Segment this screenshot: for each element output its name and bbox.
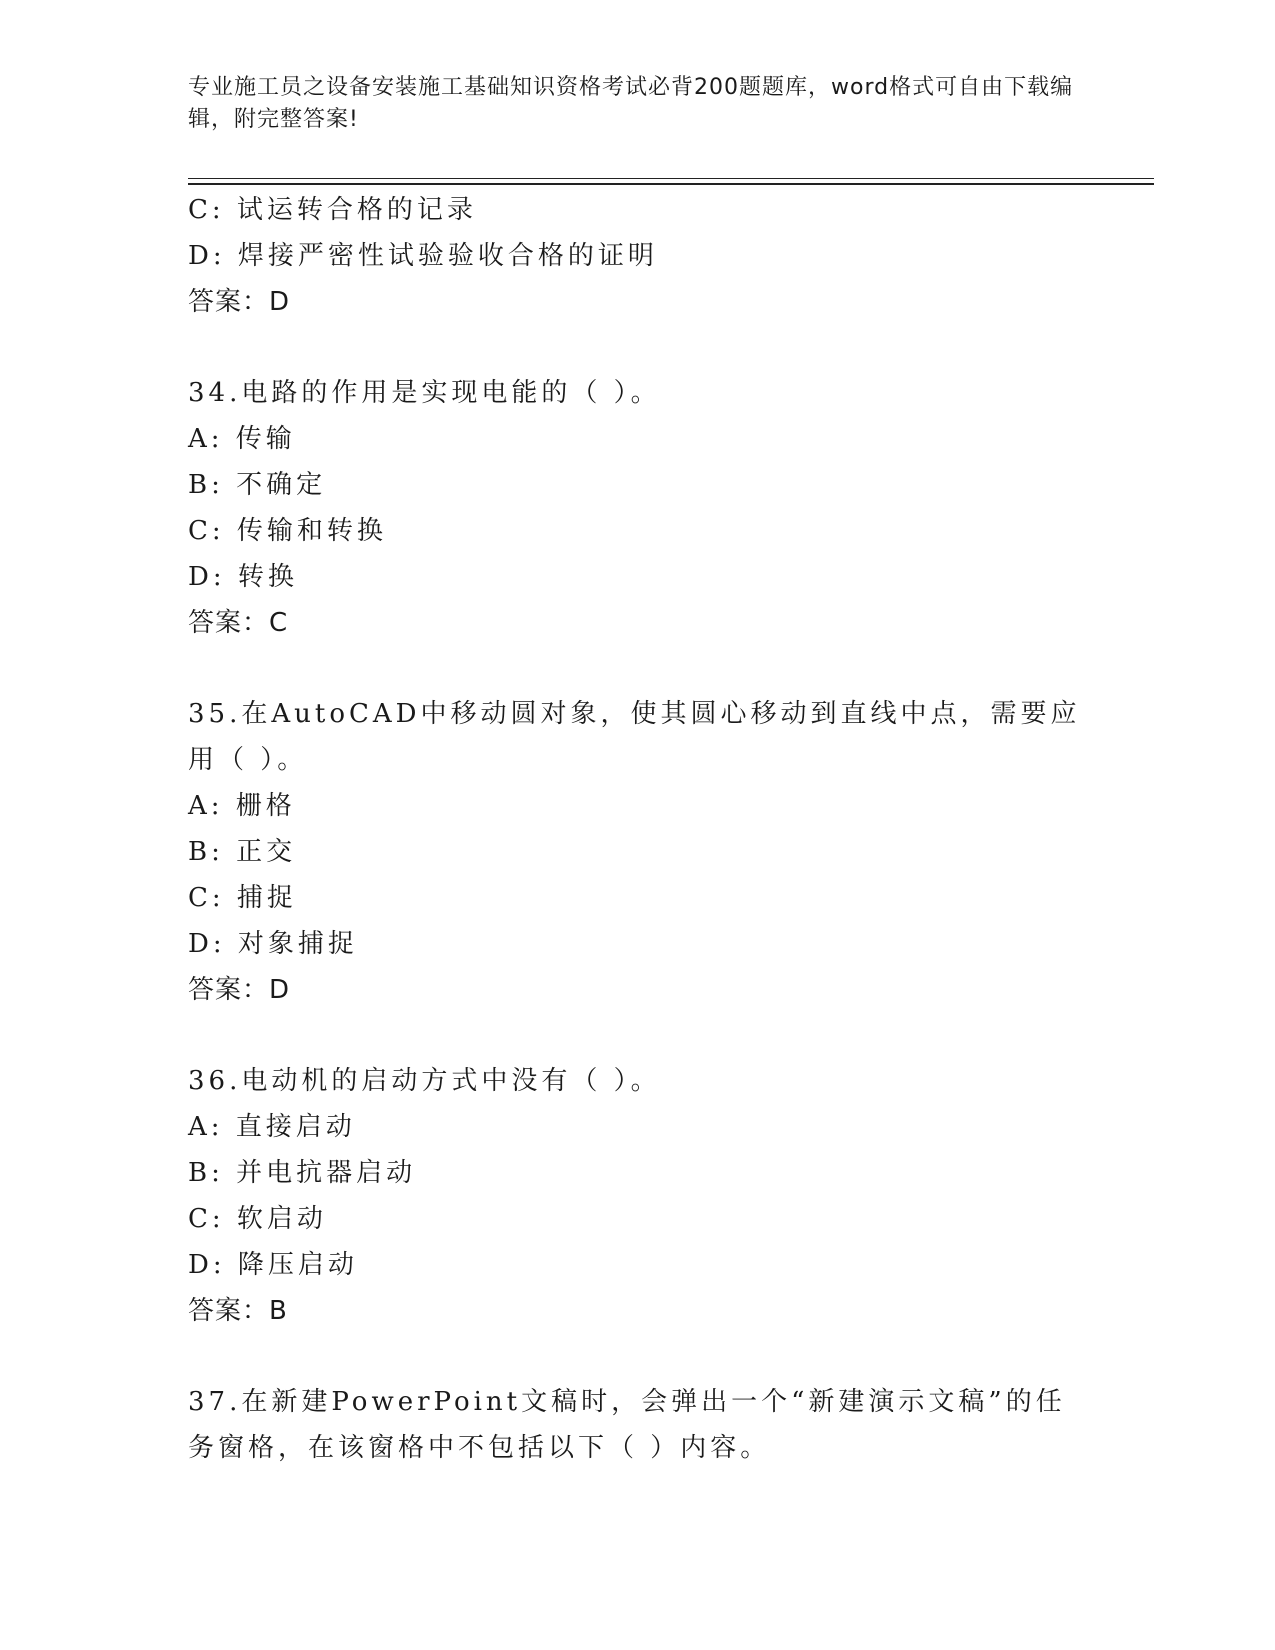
option-d: D: 焊接严密性试验验收合格的证明 [188, 241, 658, 271]
question-35 [188, 691, 1088, 1013]
option-d: D: 降压启动 [188, 1250, 358, 1280]
question-stem: 36.电动机的启动方式中没有（ ）。 [188, 1066, 661, 1096]
option-a: A: 直接启动 [188, 1112, 356, 1142]
answer: 答案：D [188, 287, 291, 317]
question-content [188, 187, 1088, 1471]
question-stem: 34.电路的作用是实现电能的（ ）。 [188, 378, 661, 408]
answer: 答案：C [188, 608, 289, 638]
option-b: B: 并电抗器启动 [188, 1158, 417, 1188]
option-c: C: 软启动 [188, 1204, 327, 1234]
question-stem: 37.在新建PowerPoint文稿时，会弹出一个“新建演示文稿”的任务窗格，在该窗格中不包括以下（ ）内容。 [188, 1387, 1066, 1463]
question-stem: 35.在AutoCAD中移动圆对象，使其圆心移动到直线中点，需要应用（ ）。 [188, 699, 1081, 775]
option-c: C: 捕捉 [188, 883, 297, 913]
question-37 [188, 1379, 1088, 1471]
answer: 答案：D [188, 975, 291, 1005]
option-c: C: 传输和转换 [188, 516, 387, 546]
question-34 [188, 370, 1088, 646]
question-36 [188, 1058, 1088, 1334]
option-d: D: 转换 [188, 562, 298, 592]
header-divider-bottom [188, 183, 1154, 185]
answer: 答案：B [188, 1296, 288, 1326]
option-c: C: 试运转合格的记录 [188, 195, 477, 225]
option-b: B: 不确定 [188, 470, 327, 500]
option-a: A: 传输 [188, 424, 296, 454]
option-a: A: 栅格 [188, 791, 296, 821]
option-b: B: 正交 [188, 837, 297, 867]
header-divider-top [188, 178, 1154, 179]
header-title: 专业施工员之设备安装施工基础知识资格考试必背200题题库，word格式可自由下载编辑，附完整答案! [188, 75, 1074, 132]
document-header [188, 72, 1088, 136]
option-d: D: 对象捕捉 [188, 929, 358, 959]
